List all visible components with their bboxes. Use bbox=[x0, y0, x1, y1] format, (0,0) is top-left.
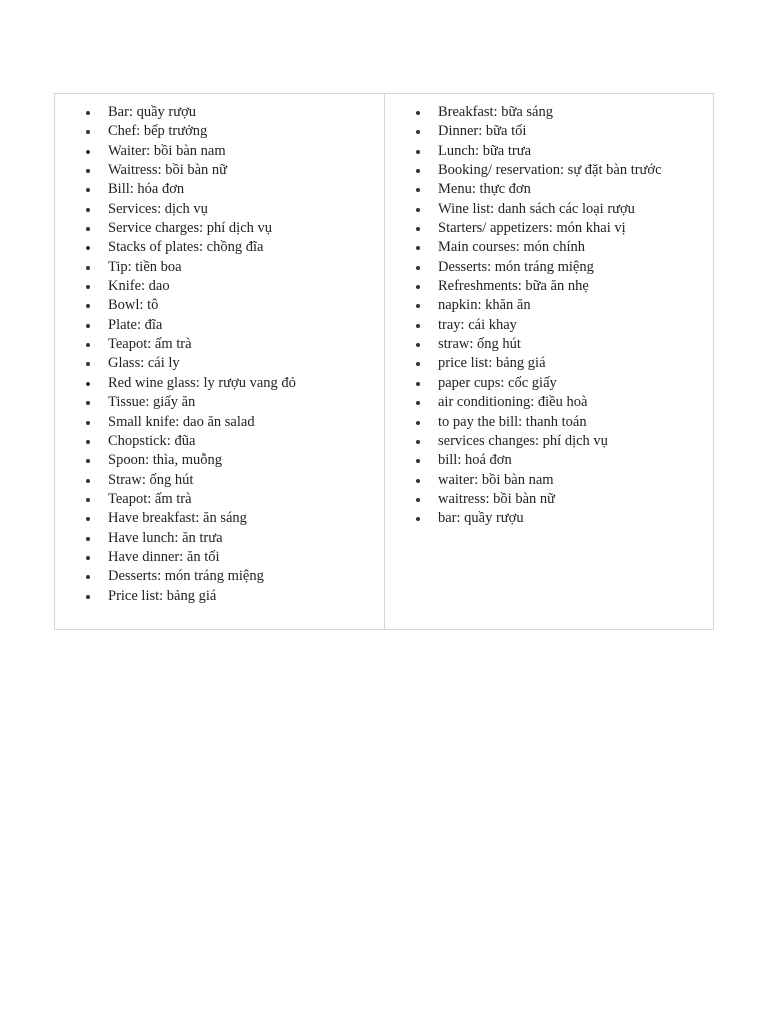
bullet-icon bbox=[86, 304, 90, 308]
bullet-icon bbox=[416, 130, 420, 134]
bullet-icon bbox=[86, 595, 90, 599]
list-item bbox=[83, 548, 296, 567]
bullet-icon bbox=[86, 440, 90, 444]
list-item-text: waitress: bồi bàn nữ bbox=[438, 490, 555, 507]
list-item-text: Breakfast: bữa sáng bbox=[438, 104, 553, 120]
bullet-icon bbox=[416, 517, 420, 521]
list-item bbox=[413, 277, 662, 296]
list-item bbox=[83, 471, 296, 490]
bullet-icon bbox=[416, 304, 420, 308]
list-item bbox=[413, 432, 662, 451]
bullet-icon bbox=[416, 382, 420, 386]
list-item bbox=[413, 509, 662, 528]
list-item-text: Have breakfast: ăn sáng bbox=[108, 510, 247, 527]
list-item bbox=[413, 316, 662, 335]
list-item-text: Starters/ appetizers: món khai vị bbox=[438, 220, 626, 237]
bullet-icon bbox=[86, 362, 90, 366]
list-item-text: waiter: bồi bàn nam bbox=[438, 471, 554, 488]
bullet-icon bbox=[416, 227, 420, 231]
list-item-text: Menu: thực đơn bbox=[438, 181, 531, 198]
list-item bbox=[413, 142, 662, 161]
list-item bbox=[413, 200, 662, 219]
bullet-icon bbox=[416, 188, 420, 192]
list-item bbox=[413, 161, 662, 180]
bullet-icon bbox=[86, 401, 90, 405]
list-item bbox=[413, 393, 662, 412]
bullet-icon bbox=[86, 246, 90, 250]
list-item-text: bar: quầy rượu bbox=[438, 510, 524, 527]
list-item bbox=[83, 509, 296, 528]
list-item bbox=[413, 335, 662, 354]
bullet-icon bbox=[86, 343, 90, 347]
list-item bbox=[83, 122, 296, 141]
bullet-icon bbox=[86, 479, 90, 483]
bullet-icon bbox=[86, 556, 90, 560]
list-item bbox=[413, 103, 662, 122]
list-item-text: Small knife: dao ăn salad bbox=[108, 413, 255, 430]
bullet-icon bbox=[416, 169, 420, 173]
list-item bbox=[413, 258, 662, 277]
bullet-icon bbox=[86, 111, 90, 115]
list-item-text: Main courses: món chính bbox=[438, 239, 585, 256]
bullet-icon bbox=[416, 285, 420, 289]
list-item bbox=[413, 490, 662, 509]
list-item-text: bill: hoá đơn bbox=[438, 452, 512, 469]
list-item bbox=[83, 432, 296, 451]
bullet-icon bbox=[416, 246, 420, 250]
list-item bbox=[83, 200, 296, 219]
list-item-text: paper cups: cốc giấy bbox=[438, 374, 557, 391]
bullet-icon bbox=[86, 227, 90, 231]
list-item-text: napkin: khăn ăn bbox=[438, 297, 531, 314]
list-item bbox=[413, 471, 662, 490]
list-item-text: Price list: bảng giá bbox=[108, 587, 217, 604]
bullet-icon bbox=[86, 285, 90, 289]
list-item bbox=[413, 374, 662, 393]
list-item bbox=[413, 219, 662, 238]
list-item-text: Have lunch: ăn trưa bbox=[108, 529, 223, 546]
list-item-text: Chef: bếp trưởng bbox=[108, 123, 208, 140]
list-item bbox=[83, 567, 296, 586]
list-item-text: Teapot: ấm trà bbox=[108, 490, 192, 507]
list-item bbox=[83, 529, 296, 548]
bullet-icon bbox=[86, 575, 90, 579]
bullet-icon bbox=[416, 343, 420, 347]
list-item bbox=[83, 335, 296, 354]
left-vocab-list bbox=[83, 103, 296, 606]
list-item-text: Plate: đĩa bbox=[108, 316, 163, 333]
list-item bbox=[83, 219, 296, 238]
bullet-icon bbox=[86, 517, 90, 521]
list-item-text: Straw: ống hút bbox=[108, 471, 194, 488]
list-item bbox=[413, 413, 662, 432]
bullet-icon bbox=[416, 479, 420, 483]
bullet-icon bbox=[416, 459, 420, 463]
right-column bbox=[385, 94, 713, 629]
list-item bbox=[83, 296, 296, 315]
list-item-text: Have dinner: ăn tối bbox=[108, 548, 220, 565]
bullet-icon bbox=[416, 150, 420, 154]
list-item-text: Services: dịch vụ bbox=[108, 200, 208, 217]
list-item bbox=[413, 122, 662, 141]
list-item-text: Stacks of plates: chồng đĩa bbox=[108, 239, 264, 256]
bullet-icon bbox=[86, 421, 90, 425]
list-item-text: Bar: quầy rượu bbox=[108, 104, 197, 120]
list-item-text: Desserts: món tráng miệng bbox=[108, 568, 264, 585]
list-item-text: Bill: hóa đơn bbox=[108, 181, 185, 198]
right-vocab-list bbox=[413, 103, 662, 529]
bullet-icon bbox=[86, 266, 90, 270]
list-item-text: Refreshments: bữa ăn nhẹ bbox=[438, 278, 589, 295]
list-item-text: Booking/ reservation: sự đặt bàn trước bbox=[438, 162, 662, 179]
bullet-icon bbox=[86, 130, 90, 134]
bullet-icon bbox=[86, 324, 90, 328]
list-item bbox=[413, 238, 662, 257]
bullet-icon bbox=[416, 324, 420, 328]
list-item bbox=[83, 393, 296, 412]
list-item bbox=[83, 161, 296, 180]
bullet-icon bbox=[416, 111, 420, 115]
list-item-text: services changes: phí dịch vụ bbox=[438, 432, 608, 449]
list-item bbox=[83, 413, 296, 432]
list-item-text: price list: bảng giá bbox=[438, 355, 546, 372]
list-item-text: Wine list: danh sách các loại rượu bbox=[438, 200, 635, 217]
list-item bbox=[413, 180, 662, 199]
list-item bbox=[83, 451, 296, 470]
list-item-text: Service charges: phí dịch vụ bbox=[108, 220, 273, 237]
left-column bbox=[55, 94, 385, 629]
list-item bbox=[83, 374, 296, 393]
bullet-icon bbox=[416, 421, 420, 425]
list-item bbox=[83, 316, 296, 335]
list-item-text: Chopstick: đũa bbox=[108, 432, 196, 449]
bullet-icon bbox=[86, 382, 90, 386]
list-item bbox=[83, 238, 296, 257]
list-item bbox=[83, 587, 296, 606]
list-item bbox=[83, 277, 296, 296]
list-item-text: air conditioning: điều hoà bbox=[438, 394, 588, 411]
list-item bbox=[83, 354, 296, 373]
bullet-icon bbox=[86, 150, 90, 154]
list-item-text: Bowl: tô bbox=[108, 297, 159, 314]
list-item-text: Glass: cái ly bbox=[108, 355, 180, 372]
list-item bbox=[83, 103, 296, 122]
list-item bbox=[83, 142, 296, 161]
list-item-text: straw: ống hút bbox=[438, 336, 521, 353]
list-item bbox=[413, 354, 662, 373]
list-item-text: Knife: dao bbox=[108, 278, 170, 295]
list-item-text: Tip: tiền boa bbox=[108, 258, 182, 275]
bullet-icon bbox=[416, 401, 420, 405]
list-item-text: Waitress: bồi bàn nữ bbox=[108, 162, 228, 179]
bullet-icon bbox=[416, 266, 420, 270]
bullet-icon bbox=[86, 498, 90, 502]
bullet-icon bbox=[416, 440, 420, 444]
list-item-text: Red wine glass: ly rượu vang đỏ bbox=[108, 374, 296, 391]
bullet-icon bbox=[416, 498, 420, 502]
list-item bbox=[83, 490, 296, 509]
list-item-text: Waiter: bồi bàn nam bbox=[108, 142, 226, 159]
bullet-icon bbox=[86, 188, 90, 192]
list-item-text: Dinner: bữa tối bbox=[438, 123, 527, 140]
list-item-text: Teapot: ấm trà bbox=[108, 336, 192, 353]
list-item-text: Spoon: thìa, muỗng bbox=[108, 452, 222, 469]
bullet-icon bbox=[416, 362, 420, 366]
list-item bbox=[413, 296, 662, 315]
list-item bbox=[83, 180, 296, 199]
bullet-icon bbox=[86, 208, 90, 212]
list-item-text: Desserts: món tráng miệng bbox=[438, 258, 594, 275]
list-item-text: to pay the bill: thanh toán bbox=[438, 413, 587, 430]
bullet-icon bbox=[86, 537, 90, 541]
list-item-text: Lunch: bữa trưa bbox=[438, 142, 532, 159]
bullet-icon bbox=[86, 459, 90, 463]
list-item bbox=[83, 258, 296, 277]
list-item bbox=[413, 451, 662, 470]
list-item-text: Tissue: giấy ăn bbox=[108, 394, 196, 411]
bullet-icon bbox=[86, 169, 90, 173]
list-item-text: tray: cái khay bbox=[438, 316, 517, 333]
vocabulary-table bbox=[54, 93, 714, 630]
bullet-icon bbox=[416, 208, 420, 212]
